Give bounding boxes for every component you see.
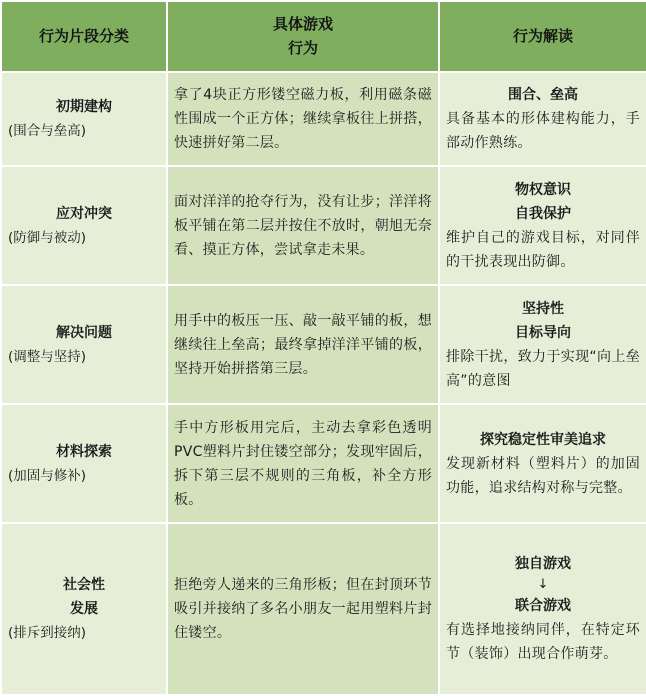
header-category (1, 1, 167, 72)
interpretation-cell (439, 285, 646, 404)
down-arrow-icon: ↓ (537, 577, 549, 593)
category-sub: (加固与修补) (8, 467, 87, 484)
interpretation-title: 围合、垒高 (508, 87, 578, 104)
category-sub: (围合与垒高) (8, 123, 87, 140)
behavior-text: 拿了4块正方形镂空磁力板，利用磁条磁性围成一个正方体；继续拿板往上拼搭，快速拼好第二层。 (174, 87, 432, 152)
category-cell (1, 404, 167, 523)
behavior-text: 用手中的板压一压、敲一敲平铺的板，想继续往上垒高；最终拿掉洋洋平铺的板，坚持开始拼搭第三层。 (174, 312, 432, 377)
behavior-text: 面对洋洋的抢夺行为，没有让步；洋洋将板平铺在第二层并按住不放时，朝旭无奈看、摸正方体，尝试拿走未果。 (174, 193, 432, 258)
category-cell (1, 285, 167, 404)
behavior-text: 手中方形板用完后，主动去拿彩色透明PVC塑料片封住镂空部分；发现牢固后，拆下第三层不规则的三角板，补全方形板。 (174, 419, 432, 508)
table-row (1, 285, 646, 404)
category-cell (1, 523, 167, 695)
behavior-cell (167, 404, 439, 523)
category-name: 社会性 (63, 577, 105, 594)
interpretation-title: 物权意识 (515, 181, 571, 198)
header-category-label: 行为片段分类 (38, 27, 129, 46)
category-cell (1, 166, 167, 285)
category-sub: (防御与被动) (8, 229, 87, 246)
category-name: 应对冲突 (56, 205, 112, 222)
interpretation-text: 发现新材料（塑料片）的加固功能，追求结构对称与完整。 (446, 455, 640, 496)
interpretation-title: 自我保护 (515, 205, 571, 222)
interpretation-text: 排除干扰，致力于实现“向上垒高”的意图 (446, 348, 640, 389)
interpretation-title: 探究稳定性审美追求 (480, 431, 606, 448)
behavior-cell (167, 166, 439, 285)
table-header-row (1, 1, 646, 72)
interpretation-title: 目标导向 (515, 324, 571, 341)
category-sub: (排斥到接纳) (8, 625, 87, 642)
behavior-cell (167, 523, 439, 695)
behavior-text: 拒绝旁人递来的三角形板；但在封顶环节吸引并接纳了多名小朋友一起用塑料片封住镂空。 (174, 577, 432, 642)
header-behavior (167, 1, 439, 72)
category-name: 解决问题 (56, 324, 112, 341)
interpretation-cell (439, 523, 646, 695)
interpretation-text: 具备基本的形体建构能力，手部动作熟练。 (446, 111, 640, 152)
header-interpretation (439, 1, 646, 72)
category-name: 发展 (70, 601, 98, 618)
table-row (1, 523, 646, 695)
category-sub: (调整与坚持) (8, 348, 87, 365)
interpretation-title: 独自游戏 (515, 556, 571, 573)
header-behavior-line1: 具体游戏 (272, 15, 333, 34)
behavior-cell (167, 72, 439, 167)
interpretation-title: 联合游戏 (515, 598, 571, 615)
interpretation-cell (439, 72, 646, 167)
category-name: 材料探索 (56, 443, 112, 460)
behavior-cell (167, 285, 439, 404)
interpretation-text: 有选择地接纳同伴，在特定环节（装饰）出现合作萌芽。 (446, 622, 640, 663)
table-row (1, 72, 646, 167)
table-row (1, 404, 646, 523)
interpretation-cell (439, 404, 646, 523)
header-behavior-line2: 行为 (287, 39, 318, 58)
category-cell (1, 72, 167, 167)
interpretation-text: 维护自己的游戏目标，对同伴的干扰表现出防御。 (446, 229, 640, 270)
interpretation-title: 坚持性 (522, 300, 564, 317)
header-interpretation-label: 行为解读 (512, 27, 573, 46)
interpretation-cell (439, 166, 646, 285)
category-name: 初期建构 (56, 99, 112, 116)
table-row (1, 166, 646, 285)
